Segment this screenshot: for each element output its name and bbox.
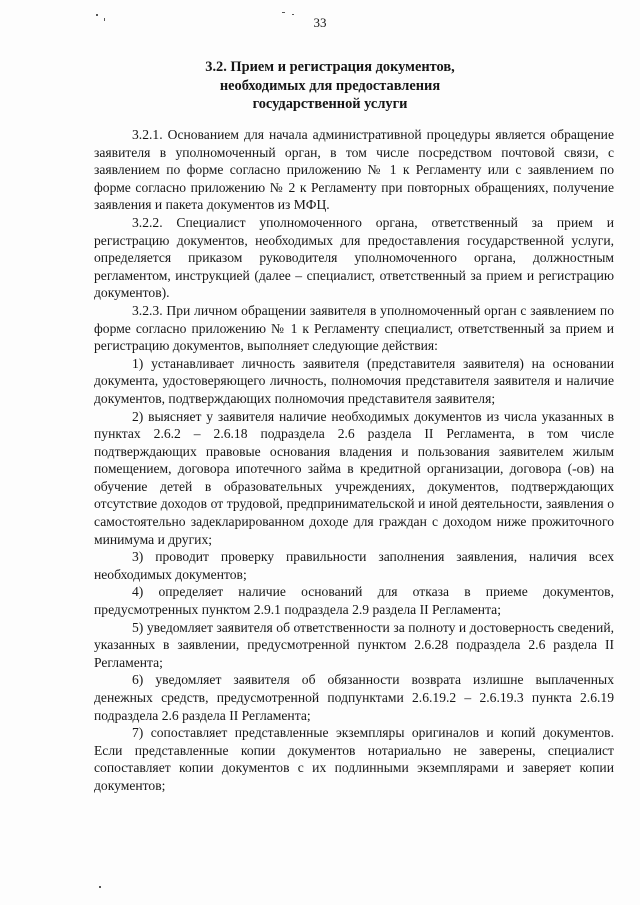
list-item-7: 7) сопоставляет представленные экземпляры оригиналов и копий документов. Если представленные копии документов нотариально не заверены, специалист сопоставляет копии документов с их подлинными экземплярами и заверяет копии документов; [94, 725, 614, 793]
paragraph-3-2-3: 3.2.3. При личном обращении заявителя в уполномоченный орган с заявлением по форме согласно приложению № 1 к Регламенту специалист, ответственный за прием и регистрацию документов, выполняет следующие действия: [94, 302, 614, 354]
list-item-2: 2) выясняет у заявителя наличие необходимых документов из числа указанных в пунктах 2.6.2 – 2.6.18 подраздела 2.6 раздела II Регламента, в том числе подтверждающих правовые основания владения и пользования заявителем жилым помещением, договора ипотечного займа в кредитной организации, договора (-ов) на обучение детей в образовательных учреждениях, документов, подтверждающих отсутствие доходов от трудовой, предпринимательской и иной деятельности, заявления о самостоятельно задекларированном доходе для граждан с доходом ниже прожиточного минимума и других; [94, 408, 614, 547]
section-heading [110, 58, 550, 114]
list-item-3: 3) проводит проверку правильности заполнения заявления, наличия всех необходимых документов; [94, 549, 614, 582]
paragraph-3-2-2: 3.2.2. Специалист уполномоченного органа, ответственный за прием и регистрацию документов, необходимых для предоставления государственной услуги, определяется приказом руководителя уполномоченного органа, должностным регламентом, инструкцией (далее – специалист, ответственный за прием и регистрацию документов). [94, 214, 614, 301]
list-item-1: 1) устанавливает личность заявителя (представителя заявителя) на основании документа, удостоверяющего личность, полномочия представителя заявителя и наличие документов, подтверждающих полномочия представителя заявителя; [94, 355, 614, 406]
heading-line: необходимых для предоставления [219, 77, 441, 94]
scan-artifact [99, 886, 101, 888]
heading-line: государственной услуги [252, 96, 408, 112]
paragraph-3-2-1: 3.2.1. Основанием для начала административной процедуры является обращение заявителя в уполномоченный орган, в том числе посредством почтовой связи, с заявлением по форме согласно приложению № 1 к Регламенту или с заявлением по форме согласно приложению № 2 к Регламенту при повторных обращениях, получение заявления и пакета документов из МФЦ. [94, 127, 614, 213]
list-item-5: 5) уведомляет заявителя об ответственности за полноту и достоверность сведений, указанных в заявлении, предусмотренной пунктом 2.6.28 подраздела 2.6 раздела II Регламента; [94, 619, 614, 670]
list-item-4: 4) определяет наличие оснований для отказа в приеме документов, предусмотренных пунктом 2.9.1 подраздела 2.9 раздела II Регламента; [94, 584, 614, 618]
scan-artifact [282, 12, 285, 13]
document-body [94, 126, 614, 795]
list-item-6: 6) уведомляет заявителя об обязанности возврата излишне выплаченных денежных средств, предусмотренной подпунктами 2.6.19.2 – 2.6.19.3 пункта 2.6.19 подраздела 2.6 раздела II Регламента; [94, 672, 614, 723]
page-number: 33 [313, 15, 327, 30]
heading-line: 3.2. Прием и регистрация документов, [205, 59, 455, 75]
